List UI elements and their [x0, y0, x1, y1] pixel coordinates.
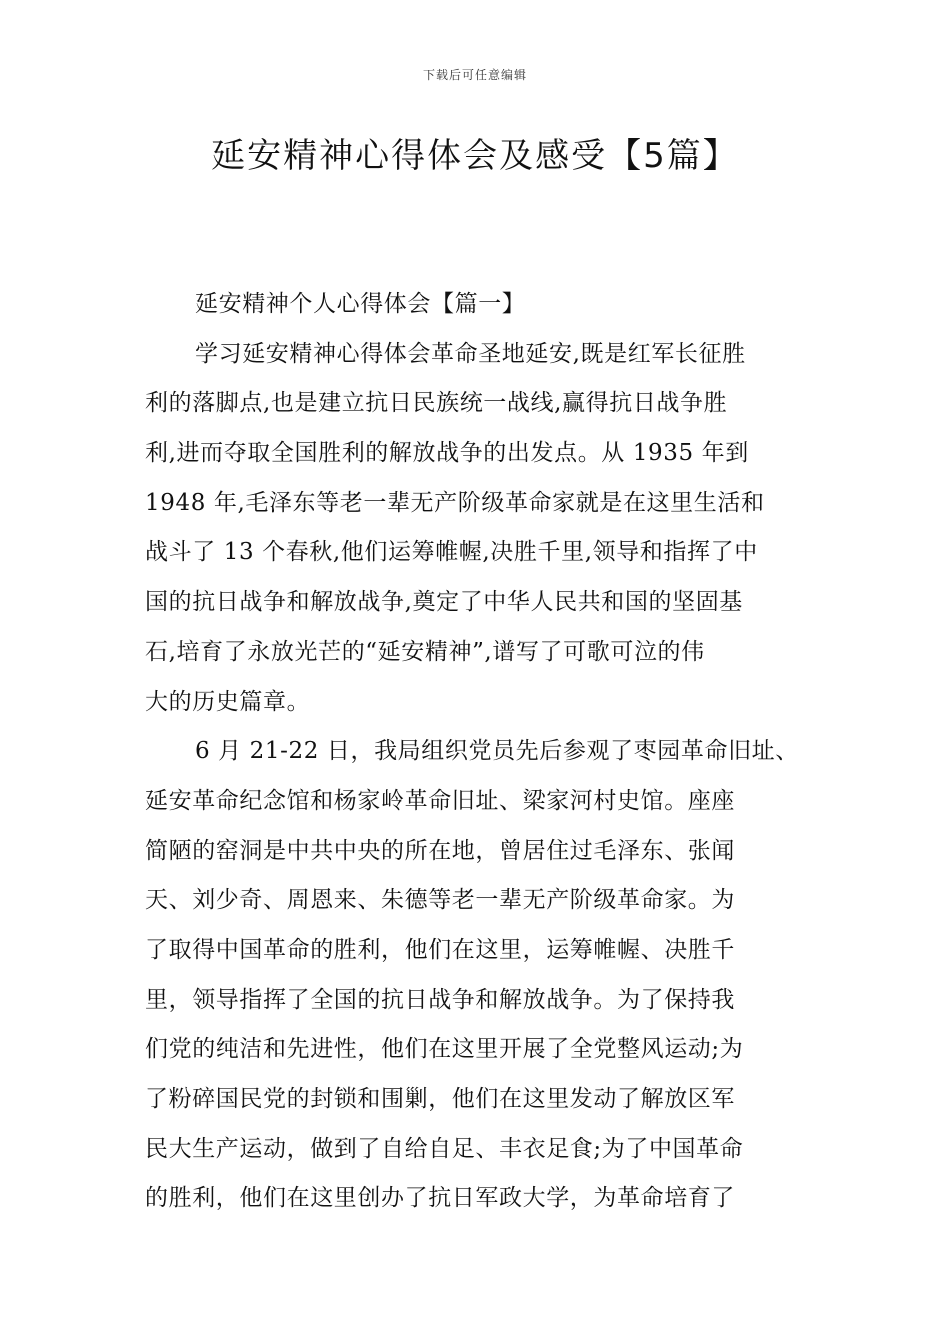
- paragraph-line: 简陋的窑洞是中共中央的所在地，曾居住过毛泽东、张闻: [145, 837, 735, 864]
- document-title: 延安精神心得体会及感受【5篇】: [211, 136, 739, 176]
- section-heading: 延安精神个人心得体会【篇一】: [195, 291, 526, 317]
- paragraph-line: 了粉碎国民党的封锁和围剿，他们在这里发动了解放区军: [145, 1086, 735, 1112]
- paragraph-line: 民大生产运动，做到了自给自足、丰衣足食;为了中国革命: [145, 1135, 744, 1162]
- paragraph-line: 1948 年,毛泽东等老一辈无产阶级革命家就是在这里生活和: [145, 489, 765, 516]
- paragraph-line: 天、刘少奇、周恩来、朱德等老一辈无产阶级革命家。为: [145, 887, 735, 914]
- paragraph-line: 学习延安精神心得体会革命圣地延安,既是红军长征胜: [195, 340, 746, 367]
- paragraph-line: 战斗了 13 个春秋,他们运筹帷幄,决胜千里,领导和指挥了中: [145, 539, 758, 566]
- paragraph-line: 国的抗日战争和解放战争,奠定了中华人民共和国的坚固基: [145, 589, 743, 616]
- paragraph-line: 延安革命纪念馆和杨家岭革命旧址、梁家河村史馆。座座: [145, 787, 735, 814]
- paragraph-line: 利的落脚点,也是建立抗日民族统一战线,赢得抗日战争胜: [145, 390, 728, 417]
- paragraph-line: 里，领导指挥了全国的抗日战争和解放战争。为了保持我: [145, 986, 735, 1013]
- paragraph-line: 6 月 21-22 日，我局组织党员先后参观了枣园革命旧址、: [195, 738, 799, 765]
- header-note: 下载后可任意编辑: [422, 68, 527, 82]
- paragraph-line: 了取得中国革命的胜利，他们在这里，运筹帷幄、决胜千: [145, 936, 735, 963]
- paragraph-line: 们党的纯洁和先进性，他们在这里开展了全党整风运动;为: [145, 1036, 744, 1063]
- paragraph-line: 的胜利，他们在这里创办了抗日军政大学，为革命培育了: [145, 1185, 735, 1212]
- paragraph-line: 石,培育了永放光芒的“延安精神”,谱写了可歌可泣的伟: [145, 638, 705, 665]
- paragraph-line: 利,进而夺取全国胜利的解放战争的出发点。从 1935 年到: [145, 440, 749, 467]
- document-body: [145, 280, 810, 1224]
- paragraph-line: 大的历史篇章。: [145, 688, 311, 715]
